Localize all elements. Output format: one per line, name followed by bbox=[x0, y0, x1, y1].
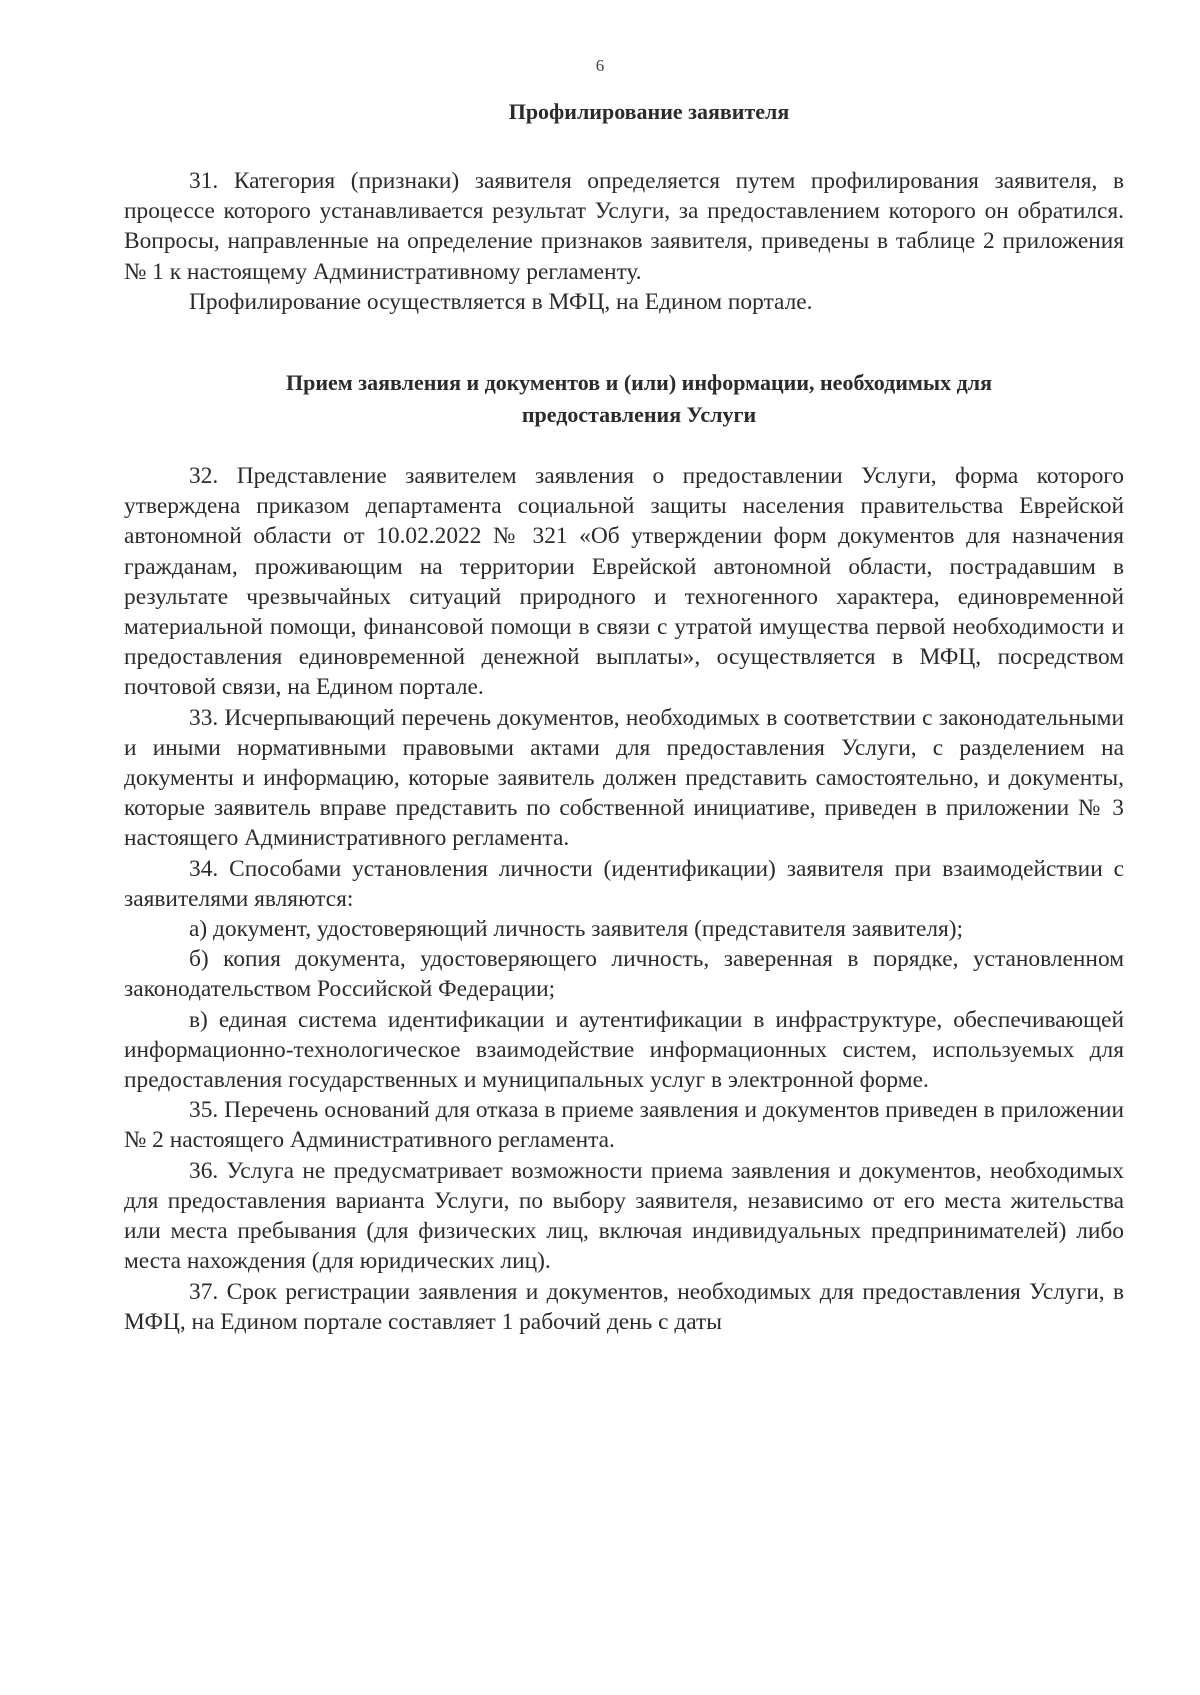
paragraph-36: 36. Услуга не предусматривает возможности приема заявления и документов, необходимых для предоставления варианта Услуги, по выбору заявителя, независимо от его места жительства или места пребывания (для физических лиц, включая индивидуальных предпринимателей) либо места нахождения (для юридических лиц). bbox=[124, 1157, 1124, 1275]
section-heading-line-2: предоставления Услуги bbox=[521, 402, 757, 428]
section-heading-profiling: Профилирование заявителя bbox=[508, 99, 790, 124]
paragraph-34-b: б) копия документа, удостоверяющего личность, заверенная в порядке, установленном законодательством Российской Федерации; bbox=[124, 946, 1124, 1003]
paragraph-34-a: а) документ, удостоверяющий личность заявителя (представителя заявителя); bbox=[189, 916, 964, 943]
paragraph-33: 33. Исчерпывающий перечень документов, необходимых в соответствии с законодательными и иными нормативными правовыми актами для предоставления Услуги, с разделением на документы и информацию, которые заявитель должен представить самостоятельно, и документы, которые заявитель вправе представить по собственной инициативе, приведен в приложении № 3 настоящего Административного регламента. bbox=[124, 704, 1124, 852]
page-number: 6 bbox=[595, 56, 605, 75]
paragraph-37: 37. Срок регистрации заявления и документов, необходимых для предоставления Услуги, в МФЦ, на Едином портале составляет 1 рабочий день с даты bbox=[124, 1278, 1124, 1335]
section-heading-line-1: Прием заявления и документов и (или) информации, необходимых для bbox=[286, 370, 992, 396]
paragraph-35: 35. Перечень оснований для отказа в приеме заявления и документов приведен в приложении № 2 настоящего Административного регламента. bbox=[124, 1097, 1124, 1154]
paragraph-profiling-location: Профилирование осуществляется в МФЦ, на Едином портале. bbox=[189, 288, 813, 315]
paragraph-34: 34. Способами установления личности (идентификации) заявителя при взаимодействии с заявителями являются: bbox=[124, 855, 1124, 912]
document-body bbox=[124, 96, 1124, 1337]
paragraph-34-c: в) единая система идентификации и аутентификации в инфраструктуре, обеспечивающей информационно-технологическое взаимодействие информационных систем, используемых для предоставления государственных и муниципальных услуг в электронной форме. bbox=[124, 1006, 1124, 1094]
paragraph-32: 32. Представление заявителем заявления о предоставлении Услуги, форма которого утверждена приказом департамента социальной защиты населения правительства Еврейской автономной области от 10.02.2022 № 321 «Об утверждении форм документов для назначения гражданам, проживающим на территории Еврейской автономной области, пострадавшим в результате чрезвычайных ситуаций природного и техногенного характера, единовременной материальной помощи, финансовой помощи в связи с утратой имущества первой необходимости и предоставления единовременной денежной выплаты», осуществляется в МФЦ, посредством почтовой связи, на Едином портале. bbox=[124, 463, 1124, 701]
section-heading-application-intake bbox=[124, 367, 1124, 431]
paragraph-31: 31. Категория (признаки) заявителя определяется путем профилирования заявителя, в процессе которого устанавливается результат Услуги, за предоставлением которого он обратился. Вопросы, направленные на определение признаков заявителя, приведены в таблице 2 приложения № 1 к настоящему Административному регламенту. bbox=[124, 168, 1124, 285]
